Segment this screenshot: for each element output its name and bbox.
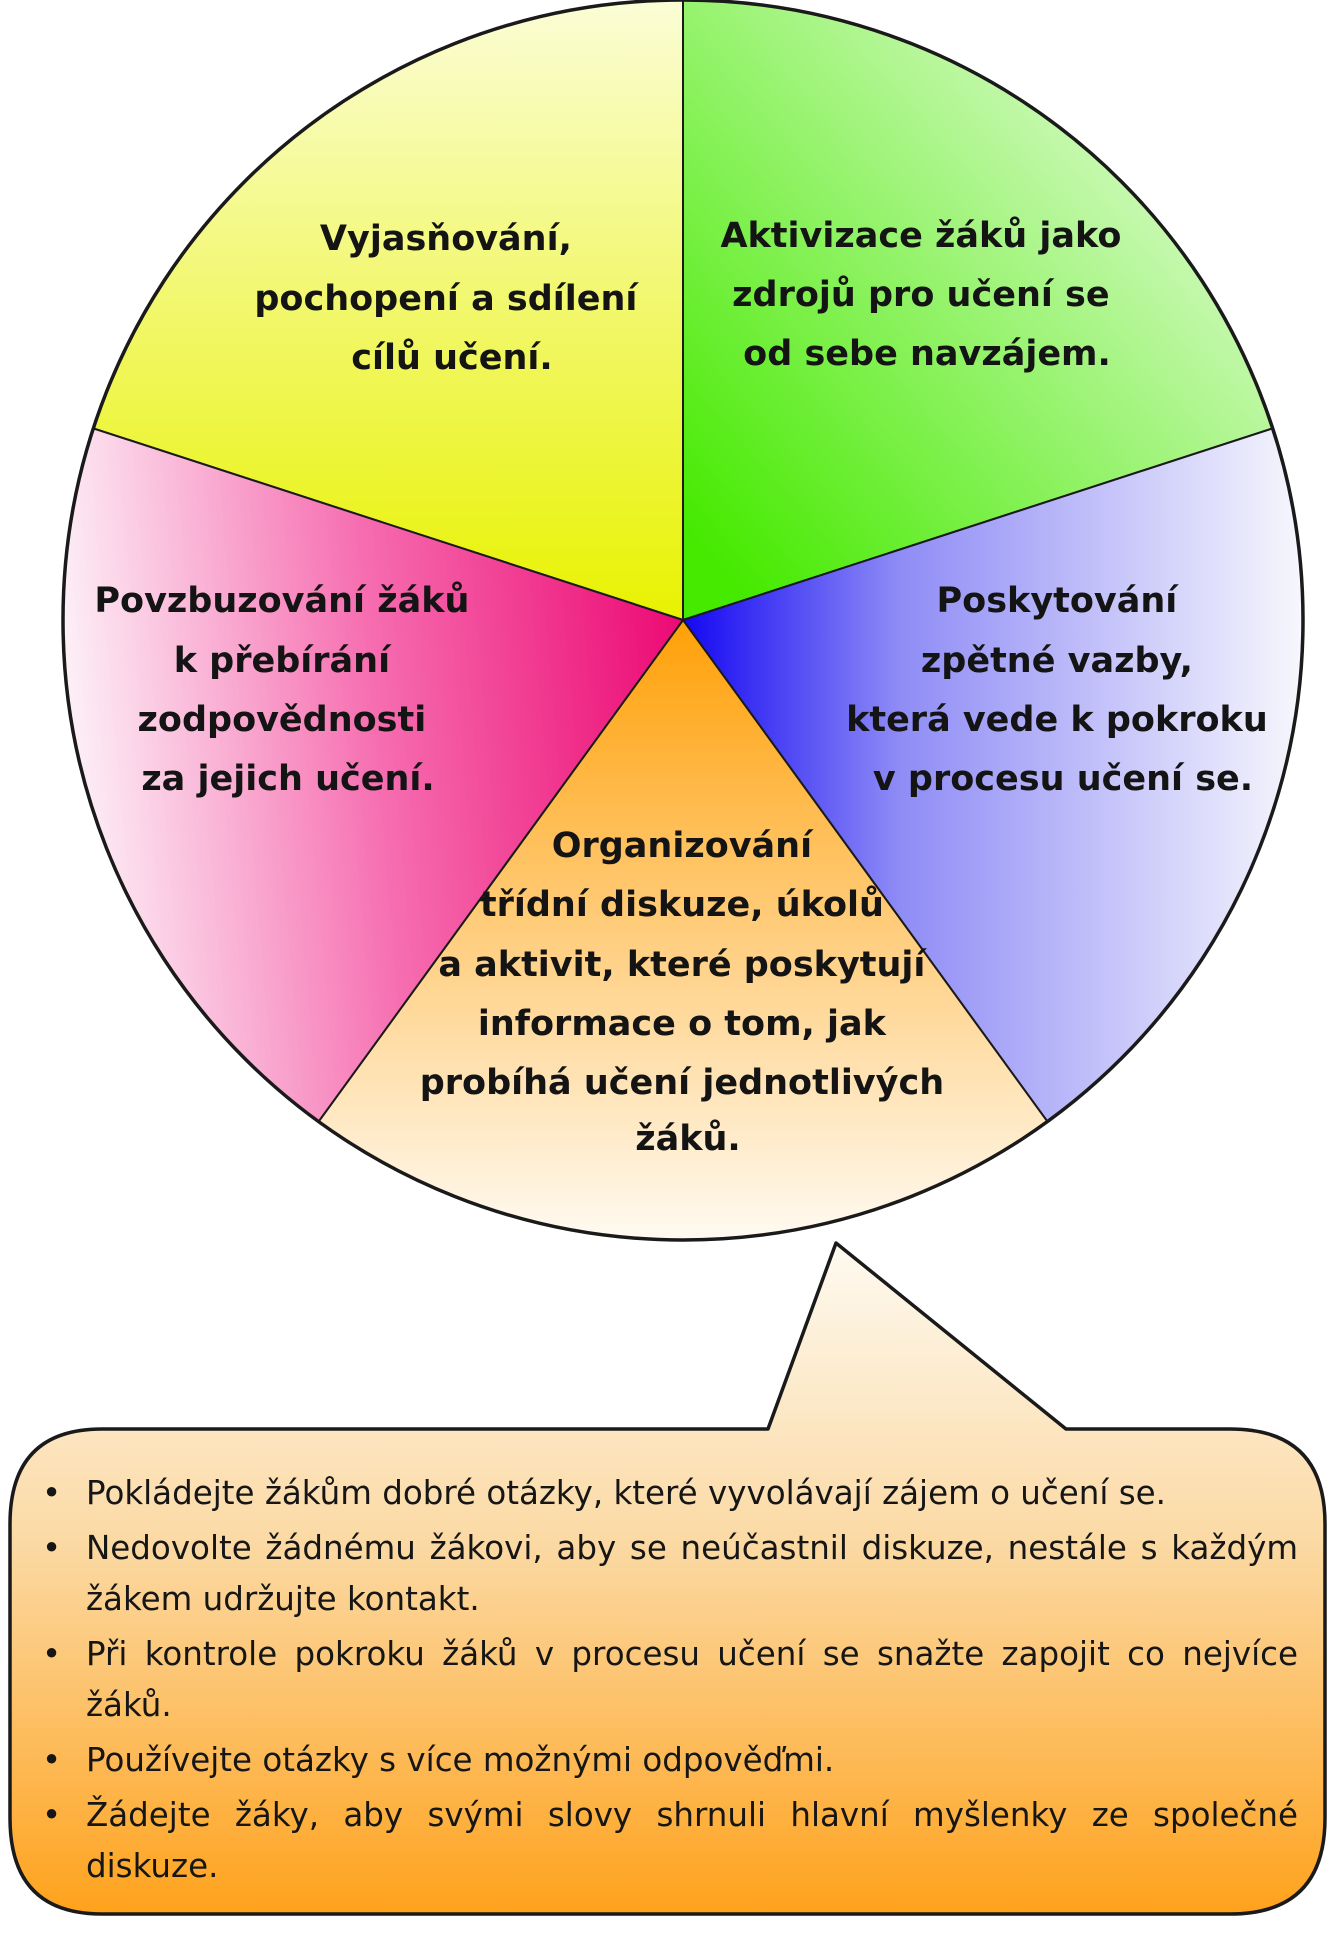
- list-item-text: Při kontrole pokroku žáků v procesu učení se snažte zapojit co nejvíce žáků.: [86, 1635, 1298, 1724]
- tips-list: [38, 1468, 1298, 1896]
- label-line: Vyjasňování,: [319, 219, 572, 259]
- label-line: od sebe navzájem.: [743, 334, 1111, 374]
- label-line: Povzbuzování žáků: [94, 581, 470, 621]
- label-line: cílů učení.: [351, 338, 553, 378]
- segment-label-green: [720, 215, 1133, 374]
- label-line: k přebírání: [173, 641, 391, 681]
- label-line: Aktivizace žáků jako: [720, 216, 1122, 256]
- bullet: •: [42, 1741, 62, 1779]
- label-line: žáků.: [635, 1119, 741, 1159]
- label-line: která vede k pokroku: [846, 700, 1268, 740]
- list-item: [38, 1468, 1298, 1519]
- list-item: [38, 1523, 1298, 1625]
- label-line: pochopení a sdílení: [254, 279, 638, 319]
- label-line: třídní diskuze, úkolů: [479, 885, 884, 925]
- label-line: informace o tom, jak: [477, 1004, 886, 1044]
- list-item-text: Žádejte žáky, aby svými slovy shrnuli hlavní myšlenky ze společné diskuze.: [86, 1796, 1298, 1885]
- bullet: •: [42, 1796, 62, 1834]
- bullet: •: [42, 1474, 62, 1512]
- list-item: [38, 1790, 1298, 1892]
- list-item-text: Pokládejte žákům dobré otázky, které vyvolávají zájem o učení se.: [86, 1474, 1166, 1512]
- list-item-text: Používejte otázky s více možnými odpověďmi.: [86, 1741, 835, 1779]
- label-line: Organizování: [551, 826, 813, 866]
- list-item: [38, 1629, 1298, 1731]
- label-line: zodpovědnosti: [137, 700, 427, 740]
- label-line: zdrojů pro učení se: [732, 275, 1110, 315]
- label-line: probíhá učení jednotlivých: [419, 1063, 945, 1103]
- label-line: za jejich učení.: [141, 759, 435, 799]
- list-item: [38, 1735, 1298, 1786]
- label-line: zpětné vazby,: [920, 641, 1193, 681]
- label-line: a aktivit, které poskytují: [438, 945, 926, 985]
- label-line: v procesu učení se.: [872, 759, 1254, 799]
- bullet: •: [42, 1529, 62, 1567]
- label-line: Poskytování: [936, 581, 1178, 621]
- bullet: •: [42, 1635, 62, 1673]
- list-item-text: Nedovolte žádnému žákovi, aby se neúčastnil diskuze, nestále s každým žákem udržujte kontakt.: [86, 1529, 1298, 1618]
